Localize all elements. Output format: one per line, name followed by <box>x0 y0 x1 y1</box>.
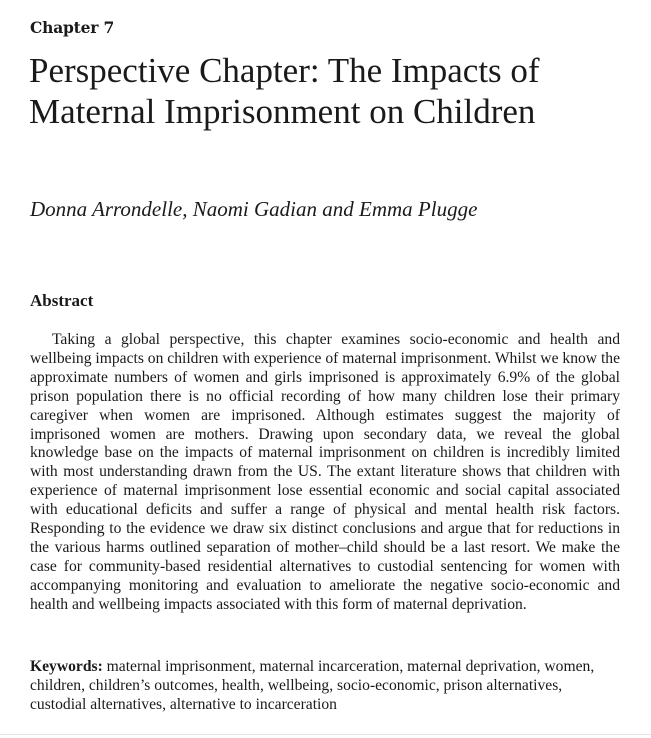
chapter-label: Chapter 7 <box>30 18 115 37</box>
keywords-section <box>30 658 620 715</box>
page-bottom-divider <box>0 734 651 735</box>
keywords-text: maternal imprisonment, maternal incarceration, maternal deprivation, women, children, children’s outcomes, health, wellbeing, socio-economic, prison alternatives, custodial alternatives, alternative to incarceration <box>30 658 595 713</box>
abstract-body: Taking a global perspective, this chapter examines socio-economic and health and wellbeing impacts on children with experience of maternal imprisonment. Whilst we know the approximate numbers of women and girls imprisoned is approximately 6.9% of the global prison population there is no official recording of how many children lose their primary caregiver when women are imprisoned. Although estimates suggest the majority of imprisoned women are mothers. Drawing upon secondary data, we reveal the global knowledge base on the impacts of maternal imprisonment on children is incredibly limited with most understanding drawn from the US. The extant literature shows that children with experience of maternal imprisonment lose essential economic and social capital associated with educational deficits and suffer a range of physical and mental health risk factors. Responding to the evidence we draw six distinct conclusions and argue that for reductions in the various harms outlined separation of mother–child should be a last resort. We make the case for community-based residential alternatives to custodial sentencing for women with accompanying monitoring and evaluation to ameliorate the negative socio-economic and health and wellbeing impacts associated with this form of maternal deprivation. <box>30 331 620 613</box>
abstract-heading: Abstract <box>30 291 94 310</box>
author-list: Donna Arrondelle, Naomi Gadian and Emma Plugge <box>30 197 478 221</box>
keywords-label: Keywords: <box>30 658 103 675</box>
chapter-title: Perspective Chapter: The Impacts of Maternal Imprisonment on Children <box>29 51 540 131</box>
